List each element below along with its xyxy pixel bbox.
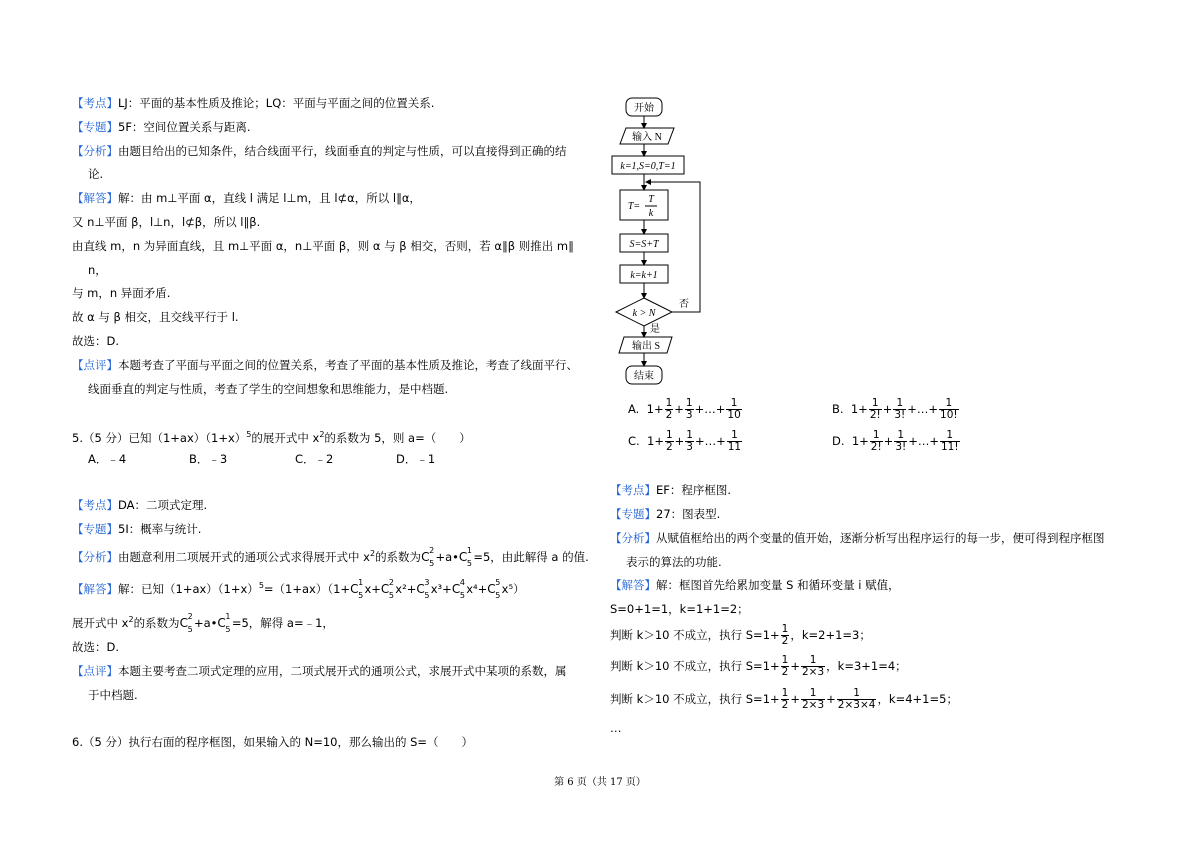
text: 由题意利用二项展开式的通项公式求得展开式中 x — [118, 549, 370, 564]
end-label: 结束 — [634, 371, 654, 382]
label: D. — [832, 434, 845, 448]
expr: +…+ — [694, 402, 726, 416]
tag: 【考点】 — [72, 498, 118, 512]
expr: 1+ — [850, 402, 868, 416]
text: ，k=2+1=3； — [790, 628, 871, 642]
q5-option-b: B．﹣3 — [189, 452, 228, 466]
tag: 【专题】 — [610, 507, 656, 521]
dianping-1-cont: 线面垂直的判定与性质，考查了学生的空间想象和思维能力，是中档题. — [88, 382, 449, 396]
text: 从赋值框给出的两个变量的值开始，逐渐分析写出程序运行的每一步，便可得到程序框图 — [656, 531, 1105, 545]
step-3: 判断 k＞10 不成立，执行 S=1+ $\frac{1}{2}$ + $\frac{1}{2\times 3}$ ，k=3+1=4； — [610, 654, 907, 678]
step-4: 判断 k＞10 不成立，执行 S=1+ $\frac{1}{2}$ + $\frac{1}{2\times 3}$ + $\frac{1}{2\times 3\times 4}$ ，k=4+1=5； — [610, 687, 958, 711]
expr: +…+ — [694, 434, 726, 448]
step-ellipsis: … — [610, 721, 622, 735]
text: =5，解得 a=﹣1， — [231, 615, 334, 630]
num: 1 — [894, 430, 907, 442]
fenxi-3 — [610, 530, 1105, 546]
text: 解：已知（1+ax）（1+x） — [118, 581, 259, 596]
den: 2×3×4 — [837, 699, 876, 711]
stem: 5.（5 分）已知（1+ax）（1+x） — [72, 430, 247, 445]
text: 27：图表型. — [656, 507, 721, 521]
num: 1 — [665, 397, 673, 409]
stem: 的系数为 5，则 a=（ ） — [324, 430, 471, 445]
den: 2 — [665, 409, 673, 421]
cond-label: k > N — [632, 308, 656, 319]
num: 1 — [939, 398, 959, 410]
kaodian-3 — [610, 482, 731, 498]
comb: C 4 5 — [451, 577, 465, 600]
tag: 【解答】 — [610, 578, 656, 592]
frac — [894, 430, 907, 453]
text: LJ：平面的基本性质及推论；LQ：平面与平面之间的位置关系. — [118, 96, 435, 110]
q6-option-a: A. 1+ $\frac{1}{2}$ + $\frac{1}{3}$ +…+ $\frac{1}{10}$ — [628, 397, 741, 421]
comb: C 2 5 — [380, 577, 394, 600]
den: 2×3 — [801, 666, 825, 678]
text: 的系数为 — [133, 615, 180, 630]
tag: 【点评】 — [72, 664, 118, 678]
num: 1 — [781, 623, 789, 635]
comb-c52: C 2 5 — [179, 611, 193, 634]
expr: 1+ — [646, 402, 664, 416]
frac — [665, 430, 674, 453]
fenxi-3-cont: 表示的算法的功能. — [626, 555, 722, 569]
jieda-3 — [610, 577, 900, 593]
output-label: 输出 S — [631, 341, 661, 352]
text: +a• — [435, 549, 459, 564]
zhuanti-3 — [610, 506, 720, 522]
text: 展开式中 x — [72, 615, 129, 630]
step-1: S=0+1=1，k=1+1=2； — [610, 602, 749, 616]
num: 1 — [726, 398, 741, 410]
input-label: 输入 N — [632, 132, 662, 143]
k-assign-label: k=k+1 — [630, 270, 658, 281]
frac — [665, 398, 674, 421]
frac — [893, 398, 906, 421]
text: 解：框图首先给累加变量 S 和循环变量 i 赋值， — [656, 578, 900, 592]
frac — [727, 430, 742, 453]
den: 11! — [940, 441, 959, 453]
sup: 2 — [319, 430, 325, 439]
q5-option-c: C．﹣2 — [295, 452, 334, 466]
solution-line-6: 故选：D. — [72, 640, 120, 654]
frac — [781, 624, 790, 647]
text: 本题考查了平面与平面之间的位置关系，考查了平面的基本性质及推论，考查了线面平行、 — [118, 358, 578, 372]
num: 1 — [870, 430, 883, 442]
zhuanti-2 — [72, 521, 201, 537]
text: EF：程序框图. — [656, 483, 732, 497]
kaodian-2 — [72, 497, 207, 513]
step-2 — [610, 624, 871, 647]
tag: 【专题】 — [72, 120, 118, 134]
tag: 【点评】 — [72, 358, 118, 372]
den: 3! — [895, 441, 907, 453]
den: 2! — [869, 409, 881, 421]
tag: 【分析】 — [72, 144, 118, 158]
q6-option-c: C. 1+ $\frac{1}{2}$ + $\frac{1}{3}$ +…+ $\frac{1}{11}$ — [628, 429, 742, 453]
s-assign-label: S=S+T — [629, 239, 659, 250]
solution-line-4: 故 α 与 β 相交，且交线平行于 l. — [72, 310, 239, 324]
text: 的系数为 — [375, 549, 422, 564]
frac — [837, 688, 877, 711]
text: 判断 k＞10 不成立，执行 S=1+ — [610, 628, 780, 642]
t-frac-num: T — [648, 194, 654, 205]
yes-label: 是 — [650, 324, 660, 335]
den: 2! — [870, 441, 882, 453]
den: 2×3 — [801, 699, 825, 711]
tag: 【考点】 — [610, 483, 656, 497]
comb-c51: C 1 5 — [458, 545, 473, 568]
q6-option-d: D. 1+ $\frac{1}{2!}$ + $\frac{1}{3!}$ +…+ $\frac{1}{11!}$ — [832, 429, 959, 453]
num: 1 — [781, 687, 789, 699]
solution-line-1: 又 n⊥平面 β，l⊥n，l⊄β，所以 l∥β. — [72, 215, 261, 229]
sup: 5 — [258, 581, 264, 590]
kaodian-1 — [72, 95, 434, 111]
num: 1 — [837, 688, 877, 700]
frac — [869, 398, 882, 421]
frac — [940, 430, 960, 453]
page-footer: 第 6 页（共 17 页） — [554, 777, 646, 788]
den: 10! — [940, 409, 958, 421]
text: 5I：概率与统计. — [118, 522, 202, 536]
num: 1 — [685, 397, 693, 409]
text: ，k=3+1=4； — [826, 659, 907, 673]
comb: C 3 5 — [416, 577, 430, 600]
den: 2 — [781, 635, 789, 647]
text: ，k=4+1=5； — [877, 692, 958, 706]
frac — [870, 430, 883, 453]
tag: 【考点】 — [72, 96, 118, 110]
program-flowchart — [606, 92, 716, 387]
num: 1 — [727, 430, 742, 442]
jieda-2: 【解答】解：已知$(1+ax)(1+x)^5=(1+ax)(1+C$ 1 5 x+C 2 5 x²+C 3 5 x³+C 4 5 x⁴+C 5 5 x⁵） — [72, 577, 525, 600]
num: 1 — [869, 398, 882, 410]
zhuanti-1 — [72, 119, 251, 135]
expr: +…+ — [907, 402, 939, 416]
q5-option-d: D．﹣1 — [396, 452, 436, 466]
dianping-2 — [72, 663, 567, 679]
num: 1 — [801, 688, 825, 700]
no-label: 否 — [679, 299, 689, 310]
text: =（1+ax）（1+ — [263, 581, 351, 596]
t-frac-den: k — [648, 208, 654, 219]
text: =5，由此解得 a 的值. — [473, 549, 589, 564]
den: 3 — [685, 409, 693, 421]
num: 1 — [801, 655, 825, 667]
expr: 1+ — [647, 434, 664, 448]
frac — [685, 430, 694, 453]
tag: 【分析】 — [610, 531, 656, 545]
text: 判断 k＞10 不成立，执行 S=1+ — [610, 659, 780, 673]
label: B. — [832, 402, 844, 416]
comb: C 5 5 — [487, 577, 501, 600]
sup: 5 — [246, 430, 252, 439]
label: A. — [628, 402, 640, 416]
label: C. — [628, 434, 640, 448]
fenxi-1-cont: 论. — [88, 167, 104, 181]
frac — [801, 688, 825, 711]
frac — [685, 398, 694, 421]
t-assign-label: T= — [627, 201, 641, 212]
question-6: 6.（5 分）执行右面的程序框图，如果输入的 N=10，那么输出的 S=（ ） — [72, 735, 474, 749]
init-label: k=1,S=0,T=1 — [620, 161, 676, 172]
den: 3 — [686, 441, 693, 453]
tag: 【解答】 — [72, 191, 118, 205]
num: 1 — [665, 429, 673, 441]
text: 本题主要考查二项式定理的应用，二项式展开式的通项公式，求展开式中某项的系数，属 — [118, 664, 567, 678]
comb-c52: C 2 5 — [421, 545, 435, 568]
frac — [781, 688, 790, 711]
solution-line-2: 由直线 m，n 为异面直线，且 m⊥平面 α，n⊥平面 β，则 α 与 β 相交，否则，若 α∥β 则推出 m∥ — [72, 239, 574, 253]
q5-option-a: A．﹣4 — [88, 452, 127, 466]
den: 2 — [781, 666, 789, 678]
solution-line-5: 故选：D. — [72, 334, 120, 348]
den: 10 — [727, 409, 741, 421]
expr: +…+ — [908, 434, 939, 448]
sup: 2 — [369, 549, 376, 558]
dianping-1 — [72, 357, 578, 373]
question-5 — [72, 427, 471, 446]
frac — [939, 398, 959, 421]
num: 1 — [940, 430, 960, 442]
solution-line-2-cont: n， — [88, 263, 107, 277]
expand-line — [72, 611, 334, 634]
num: 1 — [686, 429, 693, 441]
den: 3! — [894, 409, 906, 421]
jieda-1 — [72, 190, 421, 206]
comb-c51: C 1 5 — [217, 611, 231, 634]
text: 判断 k＞10 不成立，执行 S=1+ — [610, 692, 780, 706]
stem: 的展开式中 x — [251, 430, 320, 445]
den: 2 — [665, 441, 673, 453]
text: 由题目给出的已知条件，结合线面平行，线面垂直的判定与性质，可以直接得到正确的结 — [118, 144, 567, 158]
fenxi-2 — [72, 545, 589, 568]
num: 1 — [893, 398, 906, 410]
start-label: 开始 — [634, 103, 654, 114]
frac — [781, 655, 790, 678]
fenxi-1 — [72, 143, 567, 159]
text: +a• — [193, 615, 218, 630]
dianping-2-cont: 于中档题. — [88, 688, 138, 702]
text: 5F：空间位置关系与距离. — [118, 120, 251, 134]
num: 1 — [781, 654, 789, 666]
solution-line-3: 与 m，n 异面矛盾. — [72, 286, 171, 300]
frac — [801, 655, 825, 678]
expr: 1+ — [851, 434, 869, 448]
tag: 【分析】 — [72, 549, 118, 564]
den: 2 — [781, 699, 789, 711]
text: 解：由 m⊥平面 α，直线 l 满足 l⊥m，且 l⊄α，所以 l∥α， — [118, 191, 421, 205]
tag: 【解答】 — [72, 581, 118, 596]
sup: 2 — [128, 615, 134, 624]
q6-option-b: B. 1+ $\frac{1}{2!}$ + $\frac{1}{3!}$ +…+ $\frac{1}{10!}$ — [832, 397, 958, 421]
den: 11 — [727, 441, 742, 453]
frac — [726, 398, 741, 421]
tag: 【专题】 — [72, 522, 118, 536]
text: ） — [513, 581, 525, 596]
text: DA：二项式定理. — [118, 498, 208, 512]
comb: C 1 5 — [350, 577, 364, 600]
